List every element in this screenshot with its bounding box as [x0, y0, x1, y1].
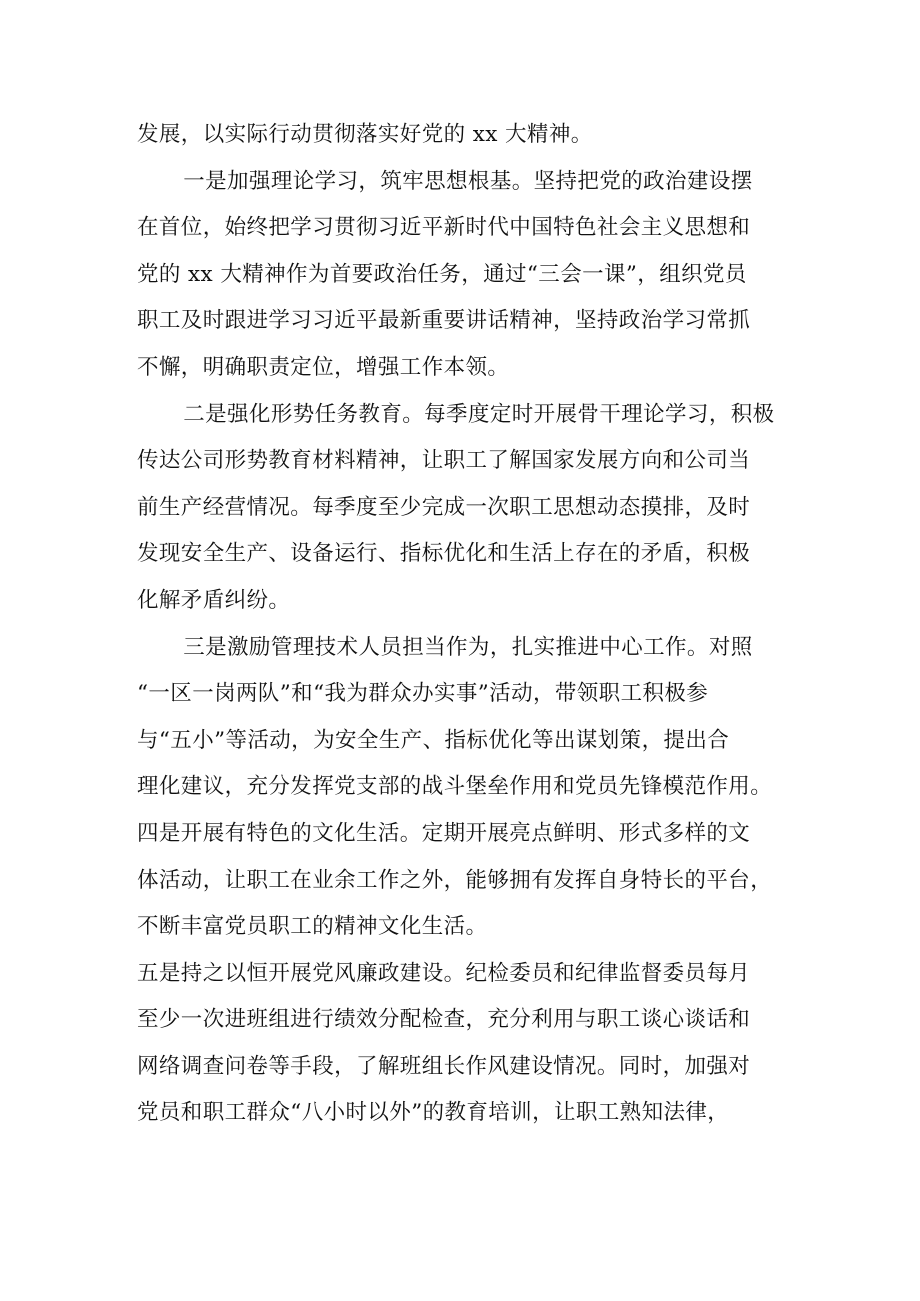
text-line: 四是开展有特色的文化生活。定期开展亮点鲜明、形式多样的文: [137, 820, 751, 846]
text-line: 发现安全生产、设备运行、指标优化和生活上存在的矛盾，积极: [137, 541, 751, 567]
text-line: 不断丰富党员职工的精神文化生活。: [137, 914, 488, 940]
text-line: 三是激励管理技术人员担当作为，扎实推进中心工作。对照: [183, 634, 753, 660]
text-line: 党的 xx 大精神作为首要政治任务，通过“三会一课”，组织党员: [137, 261, 747, 287]
paragraph-cultural-life: [137, 811, 791, 951]
text-line: 体活动，让职工在业余工作之外，能够拥有发挥自身特长的平台，: [137, 867, 773, 893]
text-line: 不懈，明确职责定位，增强工作本领。: [137, 354, 510, 380]
text-line: 职工及时跟进学习习近平最新重要讲话精神，坚持政治学习常抓: [137, 308, 751, 334]
text-line: 与“五小”等活动，为安全生产、指标优化等出谋划策，提出合: [137, 727, 730, 753]
text-line: 传达公司形势教育材料精神，让职工了解国家发展方向和公司当: [137, 448, 751, 474]
text-line: 二是强化形势任务教育。每季度定时开展骨干理论学习，积极: [183, 401, 775, 427]
text-line: 至少一次进班组进行绩效分配检查，充分利用与职工谈心谈话和: [137, 1007, 751, 1033]
text-line: 化解矛盾纠纷。: [137, 587, 291, 613]
paragraph-intro-continuation: [137, 112, 791, 159]
text-line: 一是加强理论学习，筑牢思想根基。坚持把党的政治建设摆: [183, 168, 753, 194]
paragraph-situation-education: [137, 392, 791, 625]
paragraph-theory-study: [137, 159, 791, 392]
text-line: 理化建议，充分发挥党支部的战斗堡垒作用和党员先锋模范作用。: [137, 774, 773, 800]
text-line: 网络调查问卷等手段，了解班组长作风建设情况。同时，加强对: [137, 1053, 751, 1079]
text-line: 前生产经营情况。每季度至少完成一次职工思想动态摸排，及时: [137, 494, 751, 520]
text-line: 发展，以实际行动贯彻落实好党的 xx 大精神。: [137, 122, 593, 147]
text-line: 在首位，始终把学习贯彻习近平新时代中国特色社会主义思想和: [137, 215, 751, 241]
paragraph-integrity-building: [137, 951, 791, 1137]
text-line: 党员和职工群众“八小时以外”的教育培训，让职工熟知法律，: [137, 1100, 730, 1126]
text-line: “一区一岗两队”和“我为群众办实事”活动，带领职工积极参: [137, 681, 709, 707]
paragraph-staff-motivation: [137, 625, 791, 811]
document-body: [137, 112, 791, 1137]
text-line: 五是持之以恒开展党风廉政建设。纪检委员和纪律监督委员每月: [137, 960, 751, 986]
